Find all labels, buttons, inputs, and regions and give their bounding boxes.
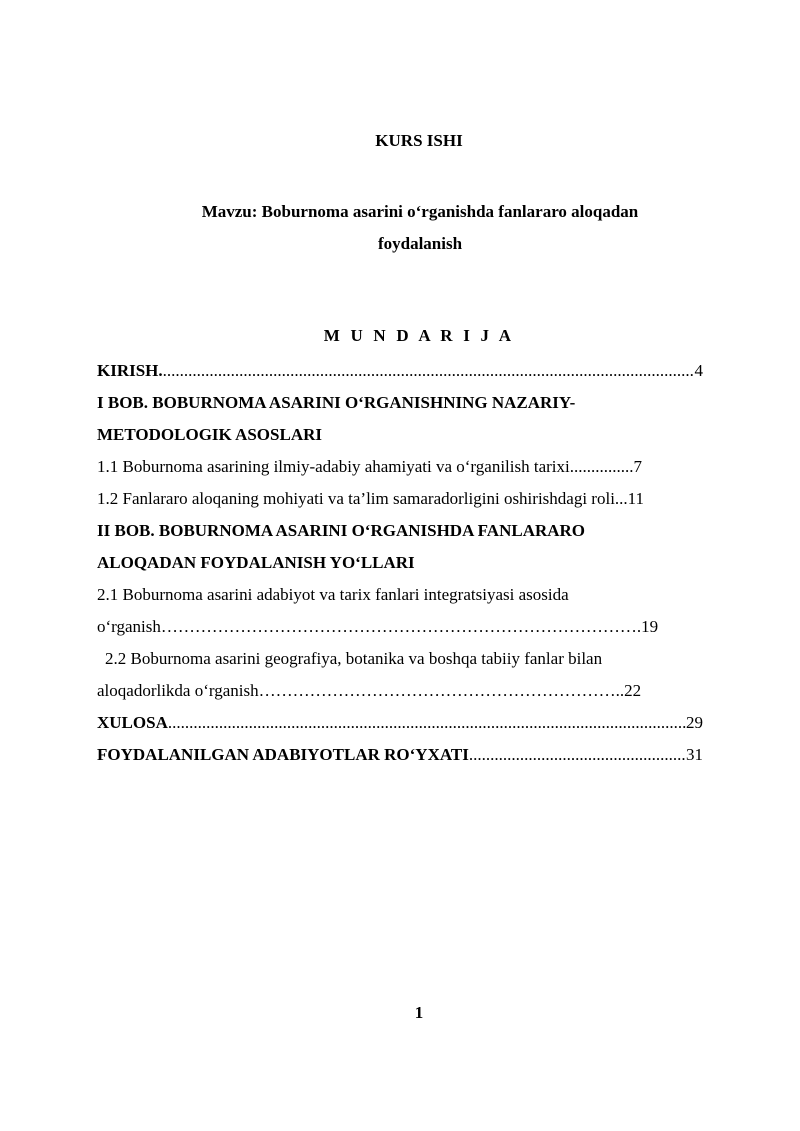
toc-entry-1-1 xyxy=(97,451,703,483)
chapter-2-line-1: II BOB. BOBURNOMA ASARINI O‘RGANISHDA FANLARARO xyxy=(97,521,586,540)
toc-entry-2-2 xyxy=(97,643,703,707)
toc-leader-dots: ... xyxy=(614,489,628,508)
toc-chapter-1 xyxy=(97,387,703,451)
topic-line-2: foydalanish xyxy=(377,234,463,253)
page-number: 1 xyxy=(414,1003,424,1022)
toc-entry-intro xyxy=(97,355,703,387)
toc-entry-label: 1.2 Fanlararo aloqaning mohiyati va ta’lim samaradorligini oshirishdagi roli xyxy=(97,489,615,508)
toc-entry-references xyxy=(97,739,703,771)
chapter-1-line-2: METODOLOGIK ASOSLARI xyxy=(97,425,322,444)
toc-entry-2-1 xyxy=(97,579,703,643)
toc-entry-2-2-line-2: aloqadorlikda o‘rganish………………………………………………………..22 xyxy=(97,681,642,700)
document-topic xyxy=(175,196,665,260)
toc-entry-page: 31 xyxy=(686,745,703,764)
toc-entry-page: 7 xyxy=(633,457,642,476)
chapter-1-line-1: I BOB. BOBURNOMA ASARINI O‘RGANISHNING NAZARIY- xyxy=(97,393,576,412)
toc-entry-label: FOYDALANILGAN ADABIYOTLAR RO‘YXATI xyxy=(97,745,469,764)
toc-entry-label: XULOSA xyxy=(97,713,168,732)
toc-entry-1-2 xyxy=(97,483,703,515)
toc-entry-2-1-line-1: 2.1 Boburnoma asarini adabiyot va tarix fanlari integratsiyasi asosida xyxy=(97,585,569,604)
toc-entry-page: 11 xyxy=(627,489,645,508)
toc-chapter-2 xyxy=(97,515,703,579)
table-of-contents xyxy=(97,355,703,771)
toc-entry-conclusion xyxy=(97,707,703,739)
toc-leader-dots: ............... xyxy=(569,457,634,476)
toc-entry-2-2-line-1: 2.2 Boburnoma asarini geografiya, botanika va boshqa tabiiy fanlar bilan xyxy=(105,649,603,668)
chapter-2-line-2: ALOQADAN FOYDALANISH YO‘LLARI xyxy=(97,553,415,572)
document-title: KURS ISHI xyxy=(375,131,463,150)
toc-heading: M U N D A R I J A xyxy=(323,326,515,345)
toc-entry-page: 4 xyxy=(694,361,703,380)
toc-leader-dots xyxy=(469,739,686,771)
toc-entry-label: KIRISH. xyxy=(97,361,163,380)
toc-entry-page: 29 xyxy=(686,713,703,732)
toc-leader-dots xyxy=(163,355,695,387)
toc-entry-2-1-line-2: o‘rganish………………………………………………………………………….19 xyxy=(97,617,659,636)
toc-leader-dots xyxy=(168,707,686,739)
toc-entry-label: 1.1 Boburnoma asarining ilmiy-adabiy ahamiyati va o‘rganilish tarixi xyxy=(97,457,570,476)
topic-line-1: Mavzu: Boburnoma asarini o‘rganishda fanlararo aloqadan xyxy=(201,202,639,221)
